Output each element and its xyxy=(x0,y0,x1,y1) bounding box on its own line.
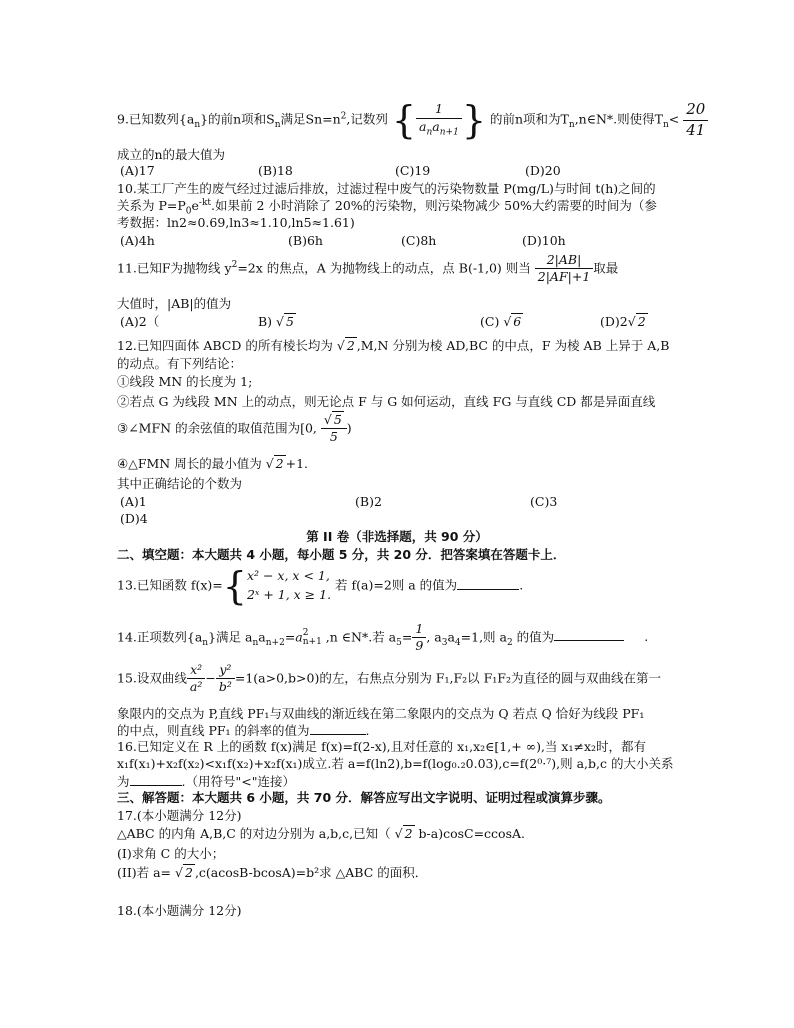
q11-option-b: B) √ 5 xyxy=(258,314,294,329)
q10-line1: 10.某工厂产生的废气经过过滤后排放，过滤过程中废气的污染物数量 P(mg/L)与时间 t(h)之间的 xyxy=(117,181,656,196)
q9-fraction: $\frac{1}{a_na_{n+1}}$ xyxy=(416,101,462,138)
q18-head: 18.(本小题满分 12分) xyxy=(117,903,242,918)
q17-head: 17.(本小题满分 12分) xyxy=(117,808,242,823)
sqrt-symbol: √ 5 xyxy=(276,314,294,329)
sqrt-symbol: √ 2 xyxy=(627,314,646,329)
q10-line2: 关系为 $P=P_0e^{-kt}$.如果前 2 小时消除了 20%的污染物，则污染物减少 50%大约需要的时间为（参 xyxy=(117,198,657,217)
q15-fraction-x: $\frac{\text{x²}}{\text{a²}}$ xyxy=(187,662,205,696)
q12-conclusion-2: ②若点 G 为线段 MN 上的动点，则无论点 F 与 G 如何运动，直线 FG 与直线 CD 都是异面直线 xyxy=(117,394,656,409)
q11-option-d: (D)2√ 2 xyxy=(600,314,646,329)
answer-blank xyxy=(554,628,624,641)
left-brace: { xyxy=(391,98,417,142)
answer-blank xyxy=(457,577,519,590)
q17-part1: (I)求角 C 的大小； xyxy=(117,846,225,861)
section-3-heading: 三、解答题：本大题共 6 小题，共 70 分．解答应写出文字说明、证明过程或演算步骤。 xyxy=(117,790,611,805)
q10-option-b: (B)6h xyxy=(288,233,323,248)
q15-line2: 象限内的交点为 P,直线 PF₁与双曲线的渐近线在第二象限内的交点为 Q 若点 Q 恰好为线段 PF₁ xyxy=(117,706,645,721)
left-brace: { xyxy=(222,564,247,608)
q11-line1: 11.已知F为抛物线 $y^2=2x$ 的焦点，A 为抛物线上的动点，点 B(-1,0) 则当 $\frac{2|AB|}{2|AF|+1}$ 取最 xyxy=(117,252,619,285)
q14-line: 14.正项数列$\{a_n\}$满足 $a_na_{n+2}=a$ 2 n+1 ,n ∈N*.若 $a_5=$ $\frac{1}{9}$ , $a_3a_4=1$,则 $a_2$ 的值为 . xyxy=(117,621,649,654)
q12-line2: 的动点。有下列结论： xyxy=(117,356,243,371)
q10-option-c: (C)8h xyxy=(401,233,437,248)
q12-option-c: (C)3 xyxy=(530,494,558,509)
q9-option-b: (B)18 xyxy=(258,163,293,178)
q9-ratio: $\frac{20}{41}$ xyxy=(683,100,708,140)
q12-fraction: $\frac{√ 5}{5}$ xyxy=(321,412,347,446)
q9-option-d: (D)20 xyxy=(525,163,561,178)
q12-conclusion-3: ③∠MFN 的余弦值的取值范围为[0, $\frac{√ 5}{5}$ ) xyxy=(117,412,352,445)
q10-option-d: (D)10h xyxy=(522,233,566,248)
q16-line1: 16.已知定义在 R 上的函数 f(x)满足 f(x)=f(2-x),且对任意的 x₁,x₂∈[1,+ ∞),当 x₁≠x₂时，都有 xyxy=(117,739,646,754)
q15-line3: 的中点，则直线 PF₁ 的斜率的值为 . xyxy=(117,723,370,738)
q16-line2: x₁f(x₁)+x₂f(x₂)<x₁f(x₂)+x₂f(x₁)成立.若 a=f(ln2),b=f(log₀.₂0.03),c=f(2⁰·⁷),则 a,b,c 的大小关系 xyxy=(117,756,674,771)
q17-part2: (II)若 a= √ 2 ,c(acosB-bcosA)=b²求 △ABC 的面积． xyxy=(117,865,428,880)
section-2-heading: 二、填空题：本大题共 4 小题，每小题 5 分，共 20 分．把答案填在答题卡上． xyxy=(117,547,566,562)
q12-option-b: (B)2 xyxy=(355,494,382,509)
q11-line2: 大值时，|AB|的值为 xyxy=(117,296,232,311)
q11-option-a: (A)2（ xyxy=(120,314,160,329)
q12-conclusion-4: ④△FMN 周长的最小值为 √ 2 +1. xyxy=(117,456,309,471)
q15-fraction-y: $\frac{\text{y²}}{\text{b²}}$ xyxy=(216,662,235,696)
q12-count: 其中正确结论的个数为 xyxy=(117,476,243,491)
sqrt-symbol: √ 2 xyxy=(336,338,355,353)
q10-line3: 考数据：ln2≈0.69,ln3≈1.10,ln5≈1.61) xyxy=(117,215,355,230)
q12-line1: 12.已知四面体 ABCD 的所有棱长均为 √ 2 ,M,N 分别为棱 AD,BC 的中点，F 为棱 AB 上异于 A,B xyxy=(117,338,670,353)
answer-blank xyxy=(310,722,366,735)
sqrt-symbol: √ 2 xyxy=(175,865,193,880)
q9-option-c: (C)19 xyxy=(395,163,431,178)
q11-option-c: (C) √ 6 xyxy=(480,314,522,329)
q12-conclusion-1: ①线段 MN 的长度为 1; xyxy=(117,374,253,389)
sqrt-symbol: √ 2 xyxy=(394,826,413,841)
answer-blank xyxy=(130,773,182,786)
q14-fraction: $\frac{1}{9}$ xyxy=(412,621,426,655)
q11-fraction: $\frac{2|AB|}{2|AF|+1}$ xyxy=(535,252,594,286)
q10-option-a: (A)4h xyxy=(120,233,155,248)
right-brace: } xyxy=(461,98,487,142)
sqrt-symbol: √ 6 xyxy=(503,314,522,329)
q12-option-a: (A)1 xyxy=(120,494,147,509)
part2-title: 第 II 卷（非选择题，共 90 分） xyxy=(306,529,488,544)
q13-line: 13.已知函数 f(x)={ x² − x, x < 1, 2ˣ + 1, x ≥ 1. 若 f(a)=2则 a 的值为 . xyxy=(117,564,524,608)
q13-cases: x² − x, x < 1, 2ˣ + 1, x ≥ 1. xyxy=(246,568,332,602)
q17-line1: △ABC 的内角 A,B,C 的对边分别为 a,b,c,已知（ √ 2 b-a)cosC=ccosA. xyxy=(117,826,525,841)
q9-line1: 9.已知数列$\{a_n\}$的前n项和$S_n$满足$Sn=n^2$,记数列 { $\frac{1}{a_na_{n+1}}$ } 的前n项和为$T_n,n\in N*$.则使得$T_n<$ $\frac{20}{41}$ xyxy=(117,100,708,140)
q16-line3: 为 .（用符号"<"连接） xyxy=(117,774,295,789)
q9-option-a: (A)17 xyxy=(120,163,155,178)
q15-line1: 15.设双曲线 $\frac{\text{x²}}{\text{a²}}$ − $\frac{\text{y²}}{\text{b²}}$ =1(a>0,b>0)的左，右焦点分别为 F₁,F₂以 F₁F₂为直径的圆与双曲线在第一 xyxy=(117,662,661,695)
sqrt-symbol: √ 2 xyxy=(265,456,284,471)
q12-option-d: (D)4 xyxy=(120,511,148,526)
sqrt-symbol: √ 5 xyxy=(323,412,342,427)
q9-line2: 成立的n的最大值为 xyxy=(117,147,226,162)
